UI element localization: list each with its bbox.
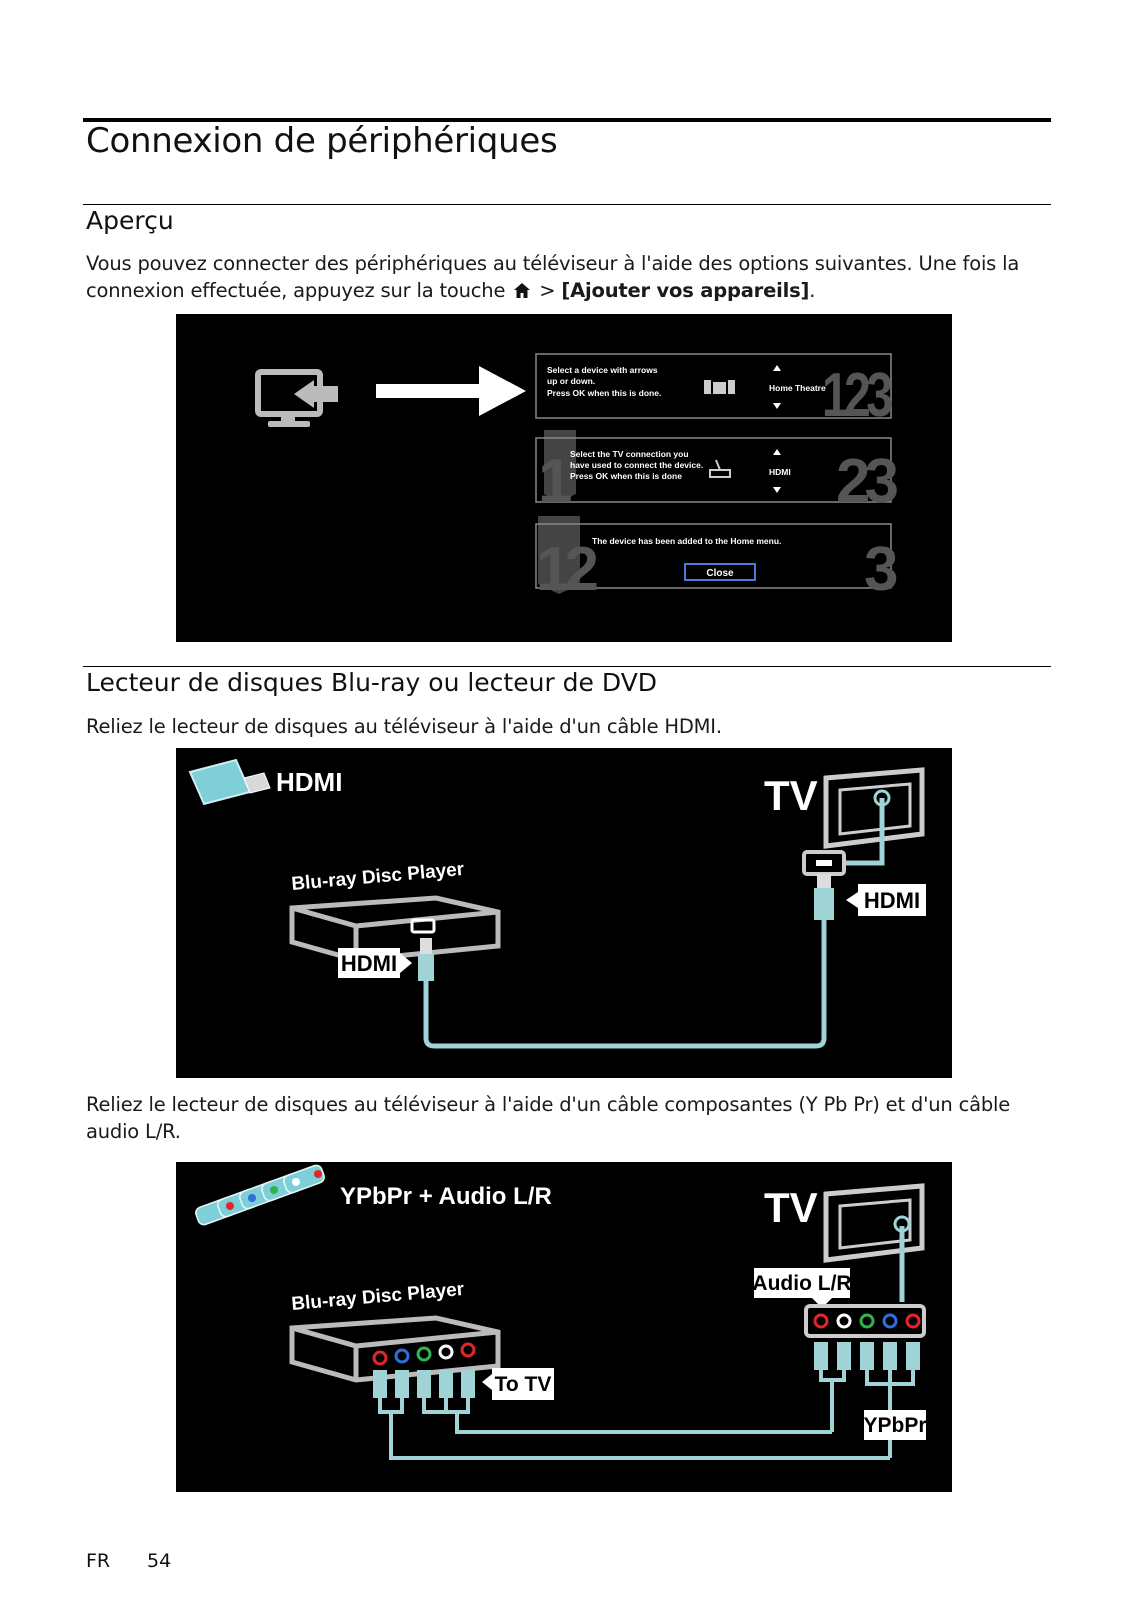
section-heading-overview: Aperçu	[86, 206, 174, 235]
hdmi-paragraph: Reliez le lecteur de disques au téléviseur à l'aide d'un câble HDMI.	[86, 715, 722, 738]
device-label: Blu-ray Disc Player	[290, 858, 465, 895]
arrow-down-icon	[773, 487, 781, 493]
pointer-icon	[846, 892, 858, 908]
add-device-wizard-illustration	[176, 314, 952, 642]
footer-page-number: 54	[147, 1550, 172, 1572]
tv-audio-label: Audio L/R	[752, 1272, 852, 1295]
tv-port-label: HDMI	[863, 888, 921, 913]
command-label: [Ajouter vos appareils]	[561, 279, 810, 302]
footer-language: FR	[86, 1550, 111, 1572]
home-theatre-icon	[704, 380, 735, 394]
page-title: Connexion de périphériques	[86, 121, 558, 161]
step2-line1: Select the TV connection you	[570, 449, 689, 459]
tv-video-label: YPbPr	[863, 1414, 927, 1437]
component-connection-diagram	[176, 1162, 952, 1492]
component-paragraph: Reliez le lecteur de disques au téléviseur à l'aide d'un câble composantes (Y Pb Pr) et d'un câble audio L/R.	[86, 1093, 1011, 1143]
step1-line3: Press OK when this is done.	[547, 388, 662, 398]
step2-left-number: 1	[538, 447, 573, 516]
hdmi-connection-diagram	[176, 748, 952, 1078]
arrow-icon	[376, 366, 526, 416]
tv-icon	[826, 770, 922, 846]
section-heading-bluray: Lecteur de disques Blu-ray ou lecteur de DVD	[86, 668, 658, 697]
step3-right-number: 3	[864, 535, 899, 604]
step3-left-number: 12	[536, 535, 593, 604]
pointer-icon	[482, 1374, 492, 1390]
section-rule	[83, 204, 1051, 205]
overview-paragraph	[86, 250, 1051, 304]
audio-cable	[424, 1398, 832, 1432]
device-rca-plugs-icon	[373, 1370, 475, 1398]
arrow-up-icon	[773, 449, 781, 455]
wizard-step-1	[536, 354, 891, 429]
step2-right-number: 23	[836, 447, 893, 516]
step1-option: Home Theatre	[769, 383, 826, 393]
hdmi-plug-icon	[418, 953, 434, 981]
wizard-step-3	[536, 516, 898, 604]
device-label: Blu-ray Disc Player	[290, 1278, 465, 1315]
step2-line2: have used to connect the device.	[570, 460, 704, 470]
step1-line1: Select a device with arrows	[547, 365, 658, 375]
step1-numbers: 123	[821, 360, 889, 430]
device-port-label: To TV	[494, 1373, 552, 1396]
cable-title: HDMI	[276, 767, 343, 797]
step2-option: HDMI	[769, 467, 791, 477]
hdmi-cable-icon	[190, 760, 270, 804]
hdmi-cable	[426, 920, 824, 1046]
tv-label: TV	[764, 1184, 818, 1231]
overview-text: Vous pouvez connecter des périphériques au téléviseur à l'aide des options suivantes. Une fois la connexion effectuée, appuyez sur la touche	[86, 252, 1020, 302]
hdmi-plug-tip	[420, 938, 432, 954]
tv-hdmi-plug-icon	[814, 888, 834, 920]
cable-title: YPbPr + Audio L/R	[340, 1183, 552, 1210]
tv-input-icon	[258, 372, 338, 427]
menu-separator: >	[539, 279, 556, 302]
tv-label: TV	[764, 772, 818, 819]
tv-rca-plugs-icon	[814, 1342, 920, 1370]
home-icon	[513, 282, 531, 299]
section-rule	[83, 666, 1051, 667]
close-button-label: Close	[706, 568, 734, 579]
sentence-end: .	[809, 279, 816, 302]
step2-line3: Press OK when this is done	[570, 471, 682, 481]
device-port-label: HDMI	[340, 951, 398, 976]
wizard-step-2	[536, 430, 897, 516]
step3-message: The device has been added to the Home menu.	[592, 536, 782, 546]
step1-line2: up or down.	[547, 376, 596, 386]
connector-icon	[710, 460, 730, 477]
component-cable-icon	[194, 1164, 326, 1227]
